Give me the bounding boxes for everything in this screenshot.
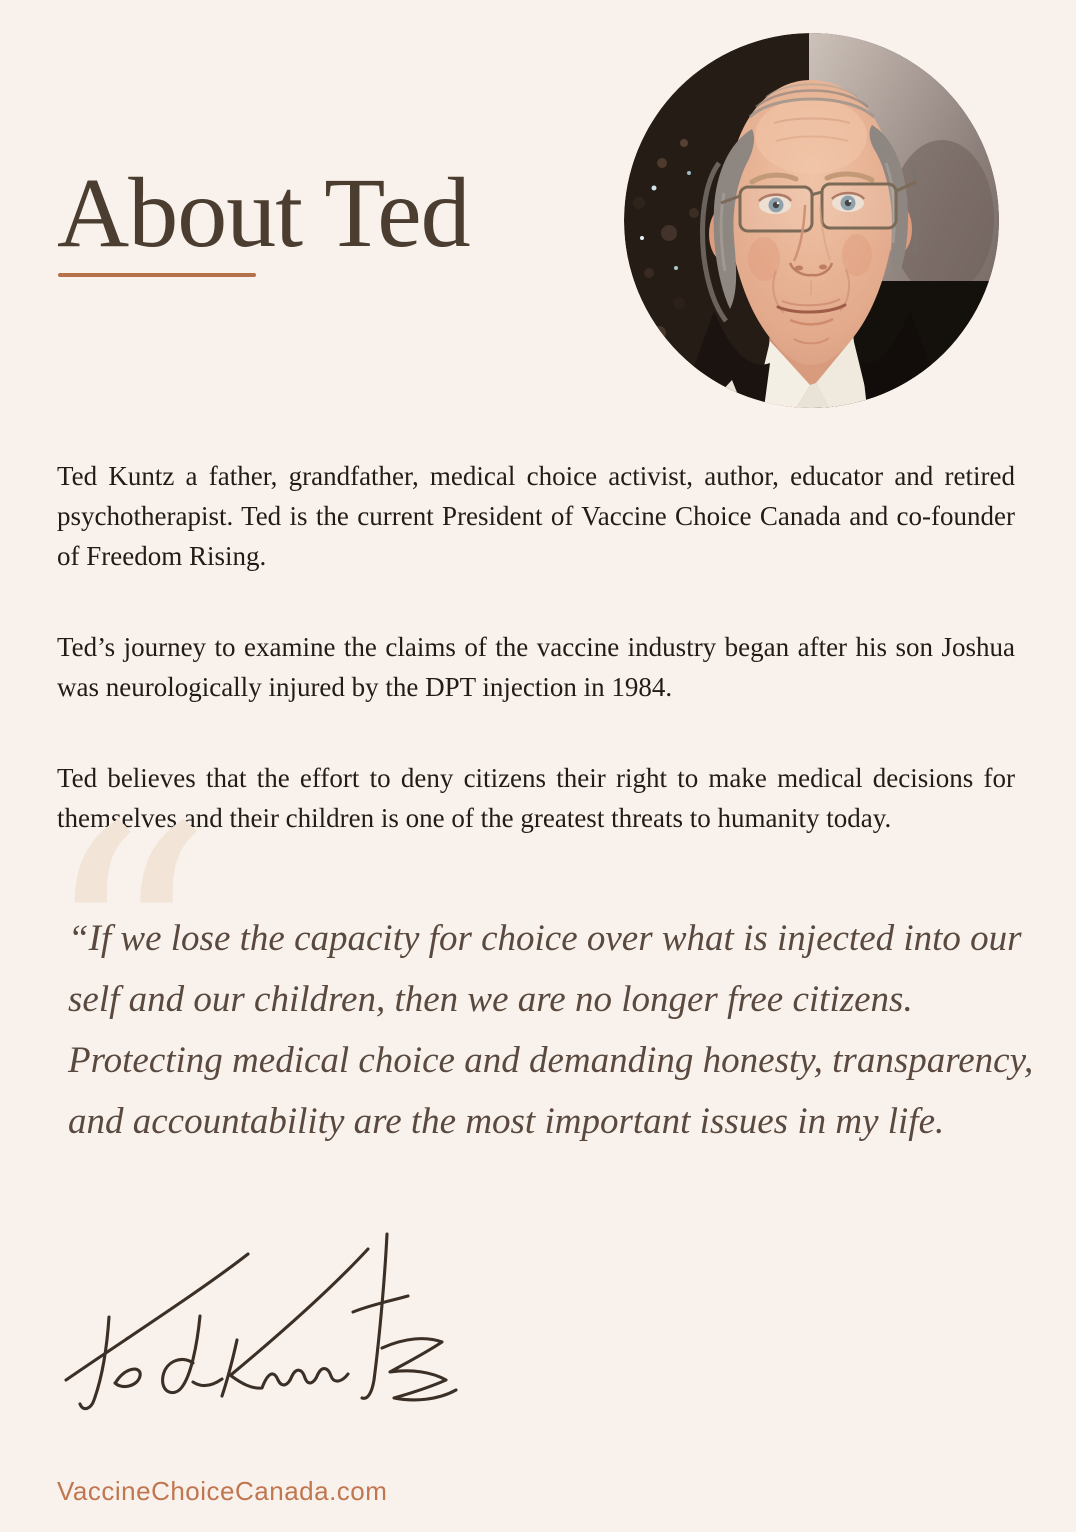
quote-line: and accountability are the most important issues in my life.	[68, 1101, 945, 1142]
quote-line: Protecting medical choice and demanding honesty, transparency,	[68, 1040, 1034, 1081]
about-ted-page: About Ted Ted Kuntz a father, grandfather, medical choice activist, author, educator and retired psychotherapist. Ted is the current President of Vaccine Choice Canada and co-founder of Freedom Rising. Ted’s journey to examine the claims of the vaccine industry began after his son Joshua was neurologically injured by the DPT injection in 1984. Ted believes that the effort to deny citizens their right to make medical decisions for themselves and their children is one of the greatest threats to humanity today. “ “If we lose the capacity for choice over what is injected into our self and our children, then we are no longer free citizens. Protecting medical choice and demanding honesty, transparency, and accountability are the most important issues in my life. VaccineChoiceCanada.com	[0, 0, 1076, 1532]
pull-quote	[68, 908, 1058, 1152]
site-url-link[interactable]: VaccineChoiceCanada.com	[57, 1476, 388, 1506]
bio-paragraph: Ted Kuntz a father, grandfather, medical choice activist, author, educator and retired psychotherapist. Ted is the current President of Vaccine Choice Canada and co-founder of Freedom Rising.	[57, 461, 1015, 571]
portrait-illustration	[624, 33, 999, 408]
bio-section	[57, 456, 1015, 889]
page-title: About Ted	[57, 157, 470, 268]
bio-paragraph: Ted’s journey to examine the claims of the vaccine industry began after his son Joshua was neurologically injured by the DPT injection in 1984.	[57, 632, 1015, 702]
ted-portrait-photo	[624, 33, 999, 408]
bio-paragraph: Ted believes that the effort to deny citizens their right to make medical decisions for themselves and their children is one of the greatest threats to humanity today.	[57, 763, 1015, 833]
ted-kuntz-signature	[52, 1222, 477, 1422]
quote-line: “If we lose the capacity for choice over what is injected into our	[68, 918, 1022, 959]
quote-line: self and our children, then we are no longer free citizens.	[68, 979, 913, 1020]
title-underline	[58, 273, 256, 277]
